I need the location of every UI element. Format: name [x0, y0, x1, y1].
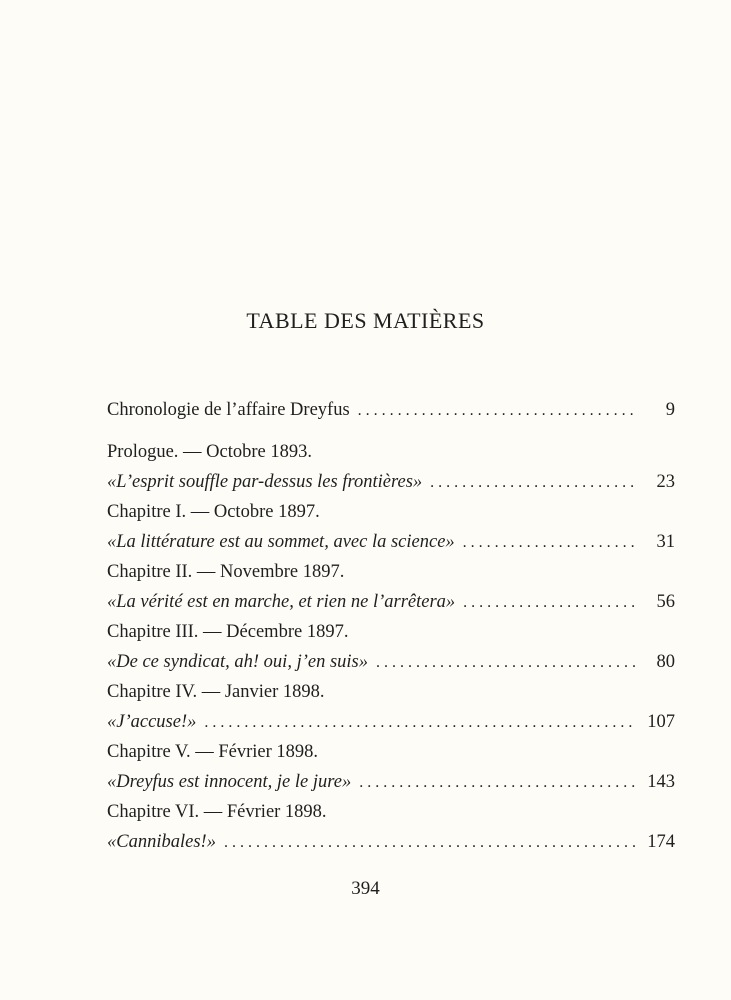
toc-entry-subtitle: «Cannibales!» — [107, 832, 216, 852]
toc-line — [107, 827, 675, 857]
toc-entry-heading: Chapitre III. — Décembre 1897. — [107, 622, 349, 642]
toc-entry-heading: Chapitre VI. — Février 1898. — [107, 802, 327, 822]
toc-entry-subtitle: «J’accuse!» — [107, 712, 197, 732]
toc-entry-chronologie — [107, 395, 675, 425]
toc-page-number: 31 — [656, 532, 675, 552]
toc-page-number: 56 — [656, 592, 675, 612]
leader-dots — [204, 708, 637, 738]
leader-dots — [430, 468, 637, 498]
toc-entry-chapitre-5 — [107, 737, 675, 797]
leader-dots — [359, 768, 637, 798]
leader-dots — [376, 648, 637, 678]
toc-entry-subtitle: «De ce syndicat, ah! oui, j’en suis» — [107, 652, 368, 672]
toc-line — [107, 527, 675, 557]
toc-line — [107, 587, 675, 617]
toc-line — [107, 707, 675, 737]
toc-entry-subtitle: «Dreyfus est innocent, je le jure» — [107, 772, 352, 792]
toc-page-number: 23 — [656, 472, 675, 492]
toc-entry-chapitre-3 — [107, 617, 675, 677]
toc-entry-heading: Chapitre I. — Octobre 1897. — [107, 502, 320, 522]
toc-entry-heading: Chapitre V. — Février 1898. — [107, 742, 319, 762]
toc-entry-chapitre-4 — [107, 677, 675, 737]
toc-page-number: 174 — [647, 832, 675, 852]
toc-entry-heading: Chapitre II. — Novembre 1897. — [107, 562, 345, 582]
toc-line — [107, 395, 675, 425]
toc-entry-heading: Chronologie de l’affaire Dreyfus — [107, 400, 350, 420]
leader-dots — [463, 588, 637, 618]
toc-entry-subtitle: «La vérité est en marche, et rien ne l’arrêtera» — [107, 592, 456, 612]
toc-page-number: 107 — [647, 712, 675, 732]
toc-entry-subtitle: «L’esprit souffle par-dessus les frontières» — [107, 472, 423, 492]
toc-entry-chapitre-2 — [107, 557, 675, 617]
toc-entry-heading: Prologue. — Octobre 1893. — [107, 442, 313, 462]
toc-entry-heading: Chapitre IV. — Janvier 1898. — [107, 682, 325, 702]
table-of-contents — [107, 395, 675, 857]
toc-line — [107, 647, 675, 677]
page-number: 394 — [351, 878, 380, 899]
toc-page-number: 9 — [665, 400, 675, 420]
leader-dots — [463, 528, 637, 558]
toc-page-number: 143 — [647, 772, 675, 792]
toc-page-number: 80 — [656, 652, 675, 672]
toc-entry-chapitre-6 — [107, 797, 675, 857]
toc-entry-subtitle: «La littérature est au sommet, avec la science» — [107, 532, 455, 552]
leader-dots — [358, 396, 637, 426]
toc-entry-prologue — [107, 437, 675, 497]
toc-entry-chapitre-1 — [107, 497, 675, 557]
leader-dots — [224, 828, 637, 858]
page-title: TABLE DES MATIÈRES — [246, 308, 485, 333]
toc-line — [107, 467, 675, 497]
toc-line — [107, 767, 675, 797]
